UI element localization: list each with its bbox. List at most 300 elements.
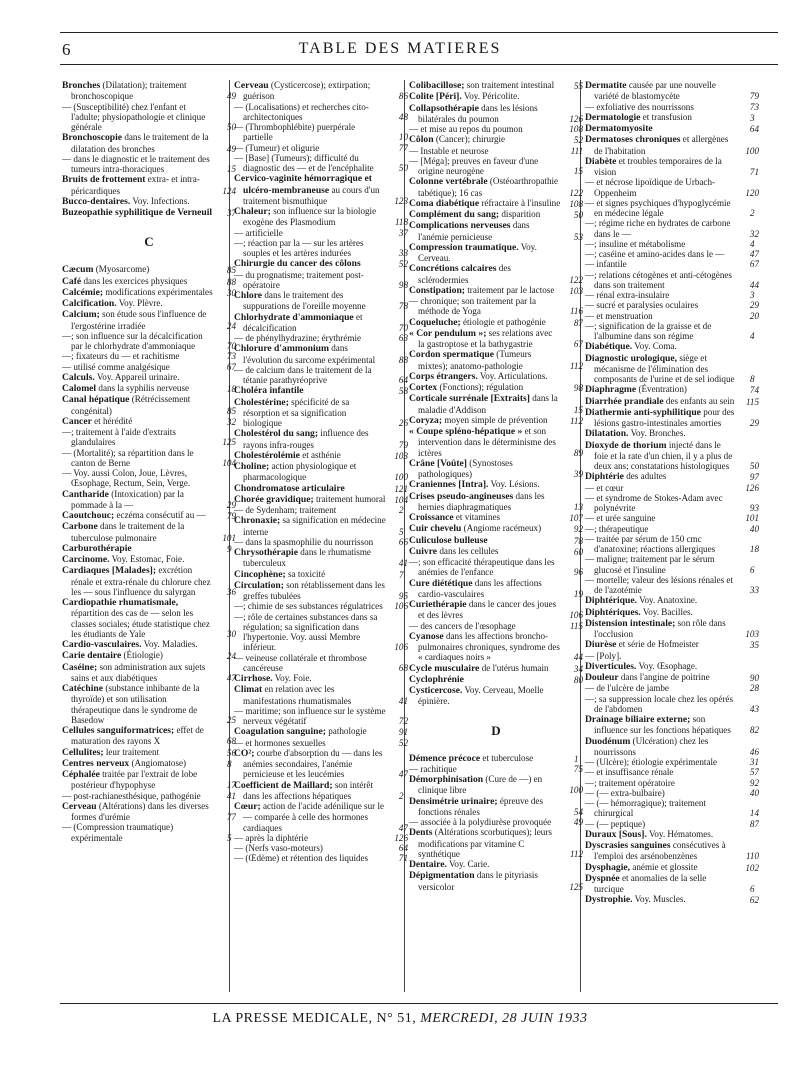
entry-heading: Chaleur; — [234, 206, 271, 217]
entry-heading: Dilatation. — [585, 428, 629, 440]
index-entry — [585, 607, 759, 618]
entry-text: (Éventration) — [638, 384, 687, 395]
index-entry: Dermatologie et transfusion 3 — [585, 111, 755, 123]
entry-page-number: 124 — [222, 185, 236, 196]
index-entry — [409, 817, 583, 827]
entry-heading: Coma diabétique — [409, 197, 480, 209]
index-entry — [62, 427, 236, 448]
index-entry — [62, 725, 236, 747]
index-entry — [585, 534, 759, 555]
index-entry — [409, 393, 583, 415]
entry-text: son rétablissement dans les greffes tubulées — [243, 579, 385, 601]
entry-heading: Cervico-vaginite hémorragique et ulcéro-membraneuse — [234, 173, 373, 196]
entry-text: — exfoliative des nourrissons — [585, 101, 694, 112]
entry-heading: Bucco-dentaires. — [62, 195, 131, 207]
index-entry — [585, 778, 759, 788]
entry-text: — [Poly]. — [585, 650, 622, 661]
entry-text: — post-rachianesthésique, pathogénie — [62, 790, 201, 801]
index-entry — [585, 249, 759, 259]
index-entry — [62, 351, 236, 361]
index-entry — [234, 833, 408, 843]
entry-heading: Cuivre — [409, 545, 438, 557]
entry-text: son traitement intestinal — [466, 80, 555, 90]
index-entry — [234, 143, 408, 153]
index-entry — [409, 557, 583, 578]
entry-heading: Démorphinisation — [409, 774, 484, 785]
entry-heading: Duraux [Sous]. — [585, 828, 647, 840]
index-entry: Dyspnée et anomalies de la selle turcique 6 — [585, 872, 755, 894]
footer-issue: N° 51, — [376, 1011, 417, 1026]
entry-heading: Carbone — [62, 521, 98, 533]
entry-page-number: 126 — [569, 113, 583, 124]
entry-heading: Douleur — [585, 672, 619, 683]
index-entry — [62, 383, 236, 394]
entry-text: consécutives à l'emploi des arsénobenzènes — [594, 840, 726, 862]
entry-heading: Dystrophie. — [585, 894, 633, 906]
entry-heading: Dermatomyosite — [585, 123, 653, 134]
entry-text: dans le traitement de la tuberculose pulmonaire — [71, 521, 185, 543]
entry-text: causée par une nouvelle variété de blastomycète — [594, 80, 716, 102]
index-entry — [62, 154, 236, 175]
index-entry — [585, 862, 759, 873]
index-entry — [585, 407, 759, 429]
entry-page-number: 103 — [745, 629, 759, 639]
entry-text: —; signification de la graisse et de l'albumine dans son régime — [585, 320, 712, 341]
entry-heading: Dioxyde de thorium — [585, 439, 667, 451]
entry-text: eczéma consécutif au — — [116, 510, 206, 520]
entry-heading: Dermatologie — [585, 111, 641, 123]
entry-text: Voy. Bacilles. — [642, 606, 693, 617]
index-entry — [585, 123, 759, 134]
index-entry — [409, 103, 583, 125]
entry-heading: Corps étrangers. — [409, 370, 478, 382]
entry-page-number: 121 — [394, 483, 408, 494]
entry-heading: Diphtérie — [585, 471, 624, 483]
index-entry — [234, 258, 408, 269]
index-entry — [409, 674, 583, 685]
entry-page-number: 122 — [569, 274, 583, 285]
entry-text: — traitée par sérum de 150 cmc d'anatoxine; réactions allergiques — [585, 533, 716, 554]
entry-heading: Café — [62, 275, 82, 287]
index-entry — [62, 174, 236, 196]
entry-text: étiologie et pathogénie — [462, 316, 546, 327]
entry-heading: Dyspnée — [585, 872, 620, 884]
entry-text: — et menstruation — [585, 310, 653, 321]
index-entry — [62, 597, 236, 639]
entry-heading: Cholestérol du sang; — [234, 428, 319, 440]
index-entry — [62, 196, 236, 207]
index-entry — [234, 853, 408, 863]
entry-heading: Chlorhydrate d'ammoniaque — [234, 311, 354, 323]
index-entry — [409, 870, 583, 892]
entry-text: dans le traitement de la dilatation des bronches — [71, 132, 209, 154]
entry-text: pathologie — [328, 726, 367, 737]
index-entry — [585, 618, 759, 640]
entry-page-number: 108 — [569, 124, 583, 134]
entry-text: dans les affections broncho-pulmonaires chroniques, syndrome des « cardiaques noirs » — [418, 630, 560, 663]
index-entry — [62, 521, 236, 543]
index-entry — [234, 748, 408, 780]
entry-text: son intérêt dans les affections hépatiques — [243, 779, 373, 801]
index-entry — [585, 483, 759, 493]
entry-heading: Chlorure d'ammonium — [234, 343, 329, 355]
entry-heading: Dermatoses chroniques — [585, 134, 681, 146]
entry-text: extra- et intra-péricardiques — [71, 174, 200, 196]
entry-text: ses relations avec la gastroptose et la bathygastrie — [418, 327, 553, 349]
entry-text: —; sa suppression locale chez les opérés de l'abdomen — [585, 693, 733, 714]
entry-heading: Coagulation sanguine; — [234, 726, 326, 738]
entry-text: et allergènes de l'habitation — [594, 134, 729, 156]
entry-heading: Cycle musculaire — [409, 662, 480, 674]
entry-text: dans le pityriasis versicolor — [418, 870, 538, 892]
index-entry — [62, 362, 236, 372]
index-entry — [62, 468, 236, 489]
index-entry — [585, 259, 759, 269]
index-entry — [234, 270, 408, 291]
entry-text: traitée par l'extrait de lobe postérieur d'hypophyse — [71, 769, 198, 791]
entry-heading: Diabète — [585, 155, 617, 167]
index-entry — [234, 102, 408, 123]
entry-text: Voy. Plèvre. — [118, 298, 163, 308]
entry-heading: Cæcum — [62, 264, 94, 276]
entry-text: et décalcification — [243, 311, 363, 333]
entry-text: — (Ulcère); étiologie expérimentale — [585, 757, 718, 767]
entry-text: dans l'évolution du sarcome expérimental — [243, 343, 376, 365]
entry-text: — de l'ulcère de jambe — [585, 683, 669, 694]
entry-text: modifications expérimentales — [105, 286, 213, 297]
entry-text: Voy. Œsophage. — [638, 660, 698, 671]
index-entry — [585, 156, 759, 178]
index-entry — [409, 685, 583, 707]
entry-text: en relation avec les manifestations rhumatismales — [243, 684, 352, 706]
entry-text: (Angiome racémeux) — [463, 523, 542, 534]
entry-heading: Calomel — [62, 383, 97, 394]
entry-text: dans les affections cardio-vasculaires — [418, 577, 542, 599]
entry-heading: Concrétions calcaires — [409, 263, 497, 275]
index-entry — [585, 341, 759, 352]
index-entry — [234, 494, 408, 505]
index-entry — [585, 396, 759, 407]
index-entry — [62, 372, 236, 383]
entry-text: Voy. Lésions. — [490, 479, 540, 490]
entry-text: — (Localisations) et recherches cito-architectoniques — [234, 101, 369, 122]
entry-text: —; traitement à l'aide d'extraits glandulaires — [62, 427, 176, 448]
index-entry — [234, 801, 408, 833]
index-entry — [234, 385, 408, 396]
entry-heading: Carcinome. — [62, 554, 110, 565]
entry-text: siège et mécanisme de l'élimination des composants de l'urine et de sel iodique — [594, 352, 735, 384]
entry-text: disparition — [501, 209, 541, 219]
entry-text: de l'utérus humain — [481, 662, 549, 673]
entry-heading: Centres nerveux — [62, 757, 130, 769]
index-entry — [409, 220, 583, 242]
index-entry — [234, 343, 408, 365]
entry-page-number: 125 — [222, 437, 236, 448]
index-entry — [409, 578, 583, 600]
entry-text: —; régime riche en hydrates de carbone dans le — — [585, 218, 731, 239]
index-entry — [585, 767, 759, 777]
entry-heading: Croissance — [409, 512, 454, 523]
top-rule — [60, 32, 778, 33]
entry-heading: Chondromatose articulaire — [234, 482, 345, 494]
index-entry — [585, 513, 759, 523]
entry-heading: Colite [Péri]. — [409, 91, 462, 103]
entry-text: — (— hémorragique); traitement chirurgical — [585, 798, 706, 819]
index-entry — [409, 546, 583, 557]
entry-heading: Chlore — [234, 290, 263, 301]
index-entry — [234, 312, 408, 334]
index-entry — [234, 80, 408, 102]
index-entry — [234, 726, 408, 737]
entry-text: son influence sur les fonctions hépatiques — [594, 714, 731, 736]
index-column-2 — [234, 80, 408, 992]
entry-text: (Cure de —) en clinique libre — [418, 774, 543, 796]
entry-text: (Tumeurs mixtes); anatomo-pathologie — [418, 349, 532, 371]
entry-text: et asthénie — [302, 449, 341, 460]
index-entry — [409, 415, 583, 426]
index-entry — [585, 524, 759, 534]
index-entry — [585, 757, 759, 767]
entry-text: — (Œdème) et rétention des liquides — [234, 853, 369, 864]
entry-text: (Synostoses pathologiques) — [418, 457, 513, 479]
entry-heading: Cardio-vasculaires. — [62, 639, 142, 650]
entry-text: (Ulcération) chez les nourrissons — [594, 735, 709, 757]
entry-text: influence des rayons infra-rouges — [243, 428, 369, 450]
entry-text: — sucré et paralysies oculaires — [585, 300, 699, 311]
index-entry — [234, 206, 408, 228]
index-entry — [62, 448, 236, 469]
entry-page-number: 103 — [569, 285, 583, 296]
index-entry — [409, 124, 583, 134]
index-entry — [409, 774, 583, 796]
entry-heading: Cardiopathie rhumatismale, — [62, 597, 179, 608]
entry-heading: Céphalée — [62, 769, 100, 780]
entry-text: anémie et glossite — [632, 861, 698, 872]
entry-text: — et cœur — [585, 482, 624, 493]
section-letter: C — [144, 234, 154, 250]
entry-page-number: 106 — [394, 601, 408, 612]
entry-text: Voy. Bronches. — [630, 428, 686, 439]
index-entry — [585, 639, 759, 650]
footer-date: MERCREDI, 28 JUIN 1933 — [420, 1011, 588, 1026]
index-entry — [62, 747, 236, 758]
entry-text: — après la diphtérie — [234, 832, 308, 843]
entry-page-number: 108 — [569, 198, 583, 209]
index-entry — [409, 209, 583, 220]
entry-page-number: 125 — [569, 881, 583, 892]
entry-text: Voy. Foie. — [274, 673, 312, 683]
entry-heading: Cardiaques [Malades]; — [62, 565, 157, 577]
index-entry — [585, 177, 759, 198]
entry-heading: Démence précoce — [409, 752, 481, 764]
entry-page-number: 104 — [222, 457, 236, 468]
entry-text: — et signes psychiques d'hypoglycémie en médecine légale — [585, 197, 731, 218]
index-entry — [234, 483, 408, 494]
index-entry — [409, 263, 583, 285]
entry-text: — et urée sanguine — [585, 513, 656, 524]
index-entry — [585, 384, 759, 395]
entry-heading: Carie dentaire — [62, 650, 122, 662]
entry-text: — [Méga]; preuves en faveur d'une origine neurogène — [409, 155, 539, 176]
entry-text: dans la syphilis nerveuse — [98, 383, 190, 393]
entry-page-number: 126 — [394, 832, 408, 843]
index-entry — [409, 796, 583, 818]
entry-heading: Cirrhose. — [234, 673, 273, 684]
entry-heading: Dentaire. — [409, 859, 447, 870]
index-entry — [409, 134, 583, 145]
entry-page-number: 115 — [746, 396, 759, 407]
entry-heading: Crises pseudo-angineuses — [409, 490, 514, 502]
entry-text: dans les exercices physiques — [83, 275, 188, 286]
entry-text: — des cancers de l'œsophage — [409, 620, 516, 631]
index-entry — [62, 565, 236, 597]
entry-page-number: 100 — [394, 472, 408, 483]
index-entry — [409, 631, 583, 663]
entry-text: et série de Hofmeister — [618, 639, 699, 650]
index-entry — [585, 736, 759, 758]
index-entry — [62, 298, 236, 309]
index-entry — [234, 228, 408, 238]
entry-heading: « Cor pendulum »; — [409, 327, 487, 339]
entry-text: — maritime; son influence sur le système nerveux végétatif — [234, 705, 386, 726]
entry-heading: Cellules sanguiformatrices; — [62, 725, 175, 736]
index-entry — [409, 91, 583, 102]
entry-text: (Intoxication) par la pommade à la — — [71, 488, 184, 510]
entry-text: au cours d'un traitement bismuthique — [243, 184, 380, 206]
entry-heading: Distension intestinale; — [585, 617, 676, 629]
entry-text: —; chimie de ses substances régulatrices — [234, 601, 383, 612]
index-entry — [409, 599, 583, 621]
entry-page-number: 102 — [745, 862, 759, 873]
entry-text: —; caséine et amino-acides dans le — — [585, 249, 725, 259]
index-entry — [234, 461, 408, 483]
entry-heading: Colonne vertébrale — [409, 176, 488, 188]
index-entry — [62, 662, 236, 684]
index-entry — [585, 270, 759, 291]
index-entry — [409, 491, 583, 513]
entry-text: — et syndrome de Stokes-Adam avec polynévrite — [585, 492, 723, 513]
entry-heading: Cancer — [62, 415, 92, 427]
entry-heading: Carburothérapie — [62, 542, 132, 554]
entry-text: —; réaction par la — sur les artères souples et les artères indurées — [234, 237, 364, 258]
entry-text: — Instable et neurose — [409, 145, 489, 156]
index-entry — [409, 242, 583, 264]
entry-heading: Calcification. — [62, 298, 117, 309]
entry-text: dans le cancer des joues et des lèvres — [418, 599, 557, 621]
entry-text: — (— peptique) — [585, 818, 646, 829]
entry-heading: Duodénum — [585, 735, 631, 747]
entry-text: pour des lésions gastro-intestinales amorties — [594, 406, 735, 428]
index-entry — [62, 791, 236, 801]
index-entry — [234, 365, 408, 386]
entry-heading: Densimétrie urinaire; — [409, 795, 498, 807]
index-entry: — (Compression traumatique) expérimentale 5 — [62, 822, 232, 843]
index-entry — [585, 661, 759, 672]
index-entry — [409, 146, 583, 156]
entry-heading: Côlon — [409, 134, 434, 146]
index-entry — [409, 296, 583, 317]
entry-heading: Chrysothérapie — [234, 547, 298, 558]
index-entry — [62, 554, 236, 565]
entry-text: dans l'anémie pernicieuse — [418, 220, 530, 242]
entry-text: (Ostéoarthropathie tabétique); 16 cas — [418, 176, 559, 198]
entry-heading: Cysticercose. — [409, 685, 463, 696]
entry-text: (Dilatation); traitement bronchoscopique — [71, 80, 187, 102]
index-entry — [585, 134, 759, 156]
index-entry — [585, 595, 759, 606]
index-entry — [409, 621, 583, 631]
entry-heading: Chorée gravidique; — [234, 493, 314, 505]
entry-text: action de l'acide adénilique sur le — comparée à celle des hormones cardiaques — [243, 801, 385, 833]
entry-heading: Coqueluche; — [409, 316, 461, 328]
entry-text: —; insuline et métabolisme — [585, 238, 686, 249]
index-entry — [409, 458, 583, 480]
index-entry: Chronaxie; sa signification en médecine interne 5 — [234, 515, 404, 537]
entry-text: dans l'angine de poitrine — [620, 672, 710, 682]
entry-page-number: 104 — [394, 494, 408, 505]
entry-heading: Compression traumatique. — [409, 241, 519, 253]
entry-text: — (Mortalité); sa répartition dans le canton de Berne — [62, 447, 194, 468]
entry-text: Voy. Cerveau, Moelle épinière. — [418, 685, 544, 707]
index-entry — [409, 198, 583, 209]
entry-text: — maligne; traitement par le sérum glucosé et l'insuline — [585, 554, 715, 575]
index-entry — [234, 843, 408, 853]
index-entry — [234, 333, 408, 343]
entry-page-number: 106 — [394, 642, 408, 653]
header-rule — [60, 64, 778, 65]
entry-text: Voy. Maladies. — [143, 639, 198, 649]
entry-page-number: 100 — [569, 785, 583, 796]
entry-text: — de calcium dans le traitement de la tétanie parathyréoprive — [234, 364, 372, 385]
entry-heading: Diathermie anti-syphilitique — [585, 406, 701, 418]
entry-heading: Dyscrasies sanguines — [585, 840, 671, 851]
entry-text: et troubles temporaires de la vision — [594, 155, 722, 177]
index-entry — [234, 738, 408, 748]
entry-text: Voy. Coma. — [634, 341, 677, 352]
index-entry — [62, 510, 236, 521]
index-entry — [585, 575, 759, 596]
entry-text: — et nécrose lipoïdique de Urbach-Oppenheim — [585, 177, 716, 198]
index-entry — [234, 706, 408, 727]
entry-text: — (— extra-bulbaire) — [585, 787, 665, 798]
section-letter: D — [491, 722, 501, 738]
entry-text: Voy. Appareil urinaire. — [96, 371, 180, 382]
entry-text: (Fonctions); régulation — [439, 382, 524, 392]
entry-text: Voy. Articulations. — [479, 370, 548, 381]
entry-text: — dans la spasmophilie du nourrisson — [234, 536, 374, 547]
entry-heading: Cyclophrénie — [409, 673, 464, 685]
entry-heading: Cincophène; — [234, 568, 286, 580]
entry-heading: Complications nerveuses — [409, 220, 511, 232]
entry-text: moyen simple de prévention — [444, 414, 548, 425]
footer-journal: LA PRESSE MEDICALE, — [212, 1011, 373, 1026]
entry-text: Voy. Anatoxine. — [639, 595, 698, 606]
entry-heading: Dépigmentation — [409, 870, 475, 882]
index-entry — [409, 663, 583, 674]
entry-text: — et insuffisance rénale — [585, 767, 674, 778]
entry-text: et transfusion — [642, 111, 692, 122]
entry-text: (Myosarcome) — [95, 264, 150, 275]
entry-text: — (Nerfs vaso-moteurs) — [234, 843, 323, 853]
entry-text: dans les hernies diaphragmatiques — [418, 490, 545, 512]
index-entry — [409, 479, 583, 490]
index-entry — [585, 428, 759, 439]
entry-heading: Bronchoscopie — [62, 132, 123, 144]
entry-text: répartition des cas de — selon les classes sociales; étude statistique chez les étudiants de Yale — [71, 608, 210, 639]
index-entry — [409, 859, 583, 870]
entry-text: — associée à la polydiurèse provoquée — [409, 817, 552, 827]
entry-text: (Rétrécissement congénital) — [71, 394, 191, 416]
